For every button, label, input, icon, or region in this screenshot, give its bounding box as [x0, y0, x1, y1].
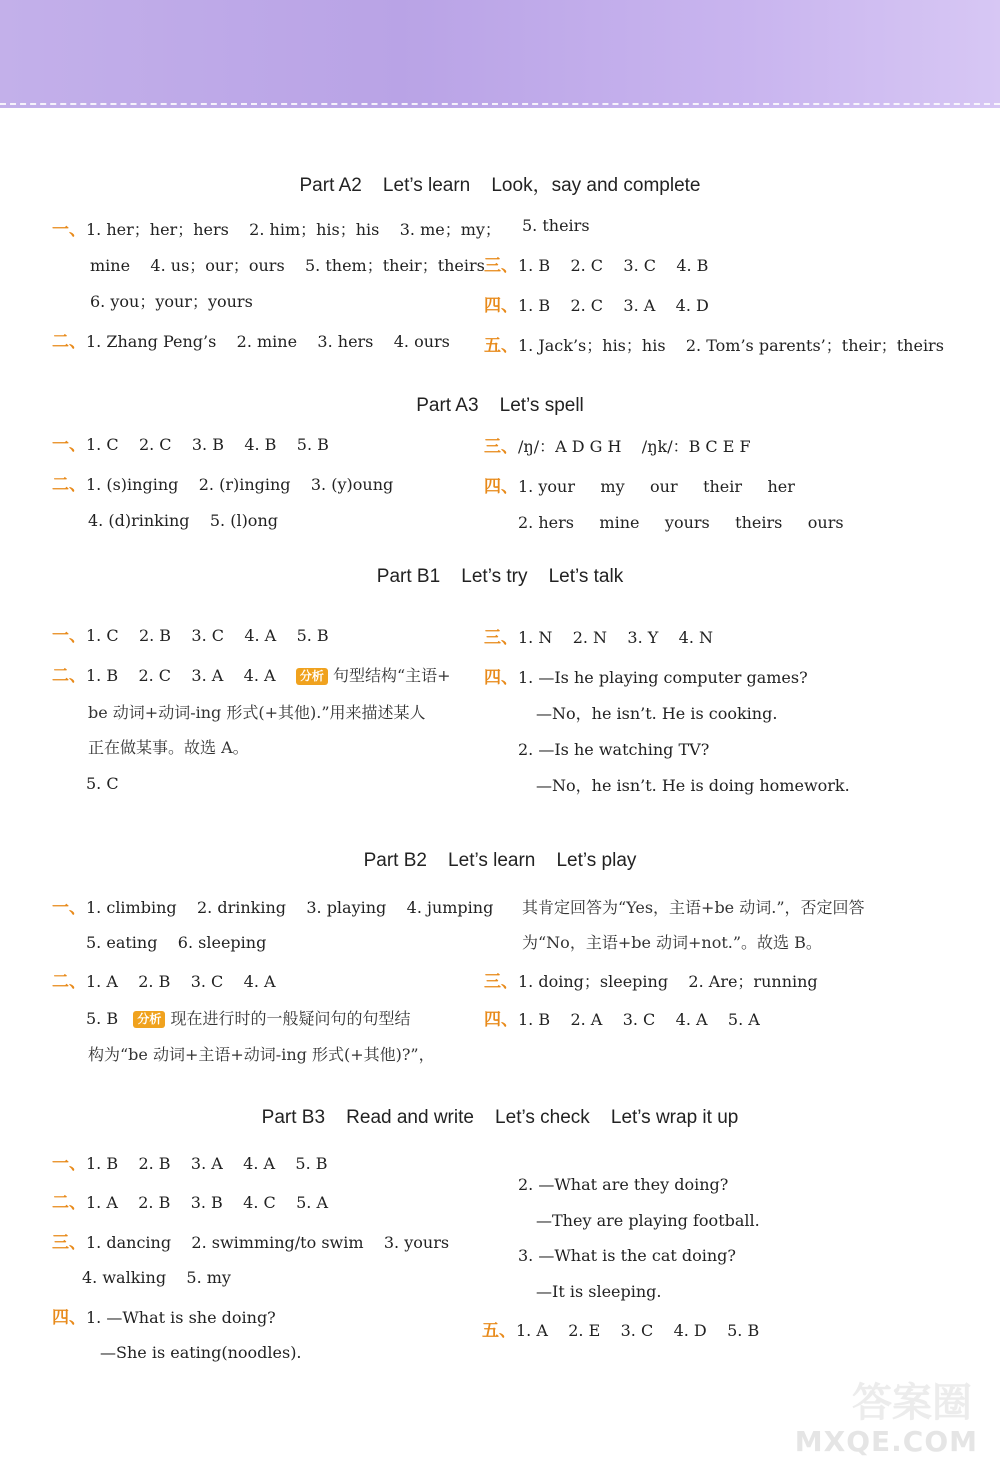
- marker-2: 二、: [52, 475, 86, 495]
- b1-answer: 1. C 2. B 3. C 4. A 5. B: [86, 626, 329, 645]
- b3-right-1: 2. —What are they doing?: [518, 1175, 729, 1194]
- analysis-text: 句型结构“主语+: [333, 666, 451, 685]
- a3-right-3: 2. hers mine yours theirs ours: [518, 513, 844, 532]
- b3-answer: 1. A 2. B 3. B 4. C 5. A: [86, 1193, 328, 1212]
- marker-4: 四、: [484, 296, 518, 316]
- banner-divider: [0, 103, 1000, 105]
- b3-line-1: [52, 1154, 328, 1174]
- b2-right-2: 为“No，主语+be 动词+not.”。故选 B。: [522, 933, 822, 952]
- marker-5: 五、: [484, 336, 518, 356]
- a3-answer: 1. your my our their her: [518, 477, 795, 496]
- b1-answer: 1. N 2. N 3. Y 4. N: [518, 628, 713, 647]
- b1-answer: 1. B 2. C 3. A 4. A: [86, 666, 276, 685]
- a2-right-3: [484, 296, 709, 316]
- marker-1: 一、: [52, 1154, 86, 1174]
- b2-line-4: [86, 1009, 411, 1029]
- marker-3: 三、: [484, 628, 518, 648]
- a2-line-1: [52, 220, 501, 240]
- marker-4: 四、: [52, 1308, 86, 1328]
- a2-line-3: 6. you；your；yours: [90, 292, 253, 311]
- a2-line-2: mine 4. us；our；ours 5. them；their；theirs: [90, 256, 485, 275]
- analysis-tag: 分析: [133, 1011, 165, 1028]
- a3-line-1: [52, 435, 329, 455]
- watermark-logo: 答案圈: [852, 1380, 972, 1426]
- heading-part-b1: Part B1 Let’s try Let’s talk: [376, 566, 624, 587]
- b2-line-3: [52, 972, 276, 992]
- a3-right-2: [484, 477, 795, 497]
- heading-part-a2: Part A2 Let’s learn Look，say and complete: [299, 175, 701, 196]
- marker-4: 四、: [484, 1010, 518, 1030]
- b1-right-4: 2. —Is he watching TV?: [518, 740, 710, 759]
- b2-answer: 5. B: [86, 1009, 119, 1028]
- marker-1: 一、: [52, 898, 86, 918]
- watermark: [794, 1380, 990, 1464]
- marker-3: 三、: [52, 1233, 86, 1253]
- b3-line-4: 4. walking 5. my: [82, 1268, 231, 1287]
- marker-1: 一、: [52, 435, 86, 455]
- heading-part-b2: Part B2 Let’s learn Let’s play: [363, 850, 637, 871]
- marker-3: 三、: [484, 437, 518, 457]
- a2-right-2: [484, 256, 708, 276]
- a3-answer: /ŋ/：A D G H /ŋk/：B C E F: [518, 437, 751, 456]
- marker-3: 三、: [484, 972, 518, 992]
- a2-answer: 1. Jack’s；his；his 2. Tom’s parents’；their；theirs: [518, 336, 944, 355]
- b2-line-1: [52, 898, 493, 918]
- b2-answer: 1. climbing 2. drinking 3. playing 4. jumping: [86, 898, 494, 917]
- b3-answer: 1. dancing 2. swimming/to swim 3. yours: [86, 1233, 450, 1252]
- b3-right-4: —It is sleeping.: [536, 1282, 662, 1301]
- analysis-text: 现在进行时的一般疑问句的句型结: [170, 1009, 411, 1028]
- marker-4: 四、: [484, 477, 518, 497]
- a2-answer: 1. Zhang Peng’s 2. mine 3. hers 4. ours: [86, 332, 450, 351]
- b3-line-5: [52, 1308, 276, 1328]
- marker-2: 二、: [52, 666, 86, 686]
- b1-right-2: [484, 668, 808, 688]
- b3-line-2: [52, 1193, 328, 1213]
- b1-line-3: be 动词+动词-ing 形式(+其他).”用来描述某人: [88, 703, 426, 722]
- b2-line-5: 构为“be 动词+主语+动词-ing 形式(+其他)?”，: [88, 1045, 435, 1064]
- marker-2: 二、: [52, 1193, 86, 1213]
- b2-answer: 1. A 2. B 3. C 4. A: [86, 972, 276, 991]
- b2-answer: 1. doing；sleeping 2. Are；running: [518, 972, 818, 991]
- heading-part-b3: Part B3 Read and write Let’s check Let’s wrap it up: [261, 1107, 739, 1128]
- a3-answer: 1. C 2. C 3. B 4. B 5. B: [86, 435, 329, 454]
- a3-answer: 1. (s)inging 2. (r)inging 3. (y)oung: [86, 475, 394, 494]
- header-banner: [0, 0, 1000, 108]
- a2-right-4: [484, 336, 944, 356]
- a3-line-3: 4. (d)rinking 5. (l)ong: [88, 511, 278, 530]
- a2-answer: 1. B 2. C 3. C 4. B: [518, 256, 709, 275]
- b2-line-2: 5. eating 6. sleeping: [86, 933, 267, 952]
- b1-line-2: [52, 666, 451, 686]
- a2-line-4: [52, 332, 450, 352]
- marker-1: 一、: [52, 626, 86, 646]
- a3-line-2: [52, 475, 393, 495]
- b1-right-3: —No，he isn’t. He is cooking.: [536, 704, 778, 723]
- b3-answer: 1. A 2. E 3. C 4. D 5. B: [516, 1321, 760, 1340]
- marker-3: 三、: [484, 256, 518, 276]
- b1-right-1: [484, 628, 713, 648]
- b3-answer: 1. —What is she doing?: [86, 1308, 276, 1327]
- a2-right-1: 5. theirs: [522, 216, 590, 235]
- b3-right-2: —They are playing football.: [536, 1211, 760, 1230]
- marker-5: 五、: [482, 1321, 516, 1341]
- b3-right-3: 3. —What is the cat doing?: [518, 1246, 736, 1265]
- b2-answer: 1. B 2. A 3. C 4. A 5. A: [518, 1010, 760, 1029]
- b3-answer: 1. B 2. B 3. A 4. A 5. B: [86, 1154, 328, 1173]
- b3-line-6: —She is eating(noodles).: [100, 1343, 302, 1362]
- analysis-tag: 分析: [296, 668, 328, 685]
- b2-right-1: 其肯定回答为“Yes，主语+be 动词.”，否定回答: [522, 898, 865, 917]
- b1-line-5: 5. C: [86, 774, 119, 793]
- heading-part-a3: Part A3 Let’s spell: [416, 395, 584, 416]
- b3-right-5: [482, 1321, 759, 1341]
- b1-line-4: 正在做某事。故选 A。: [88, 738, 249, 757]
- watermark-url: MXQE.COM: [794, 1425, 978, 1458]
- a2-answer: 1. B 2. C 3. A 4. D: [518, 296, 709, 315]
- marker-4: 四、: [484, 668, 518, 688]
- b1-answer: 1. —Is he playing computer games?: [518, 668, 808, 687]
- b3-line-3: [52, 1233, 449, 1253]
- b1-right-5: —No，he isn’t. He is doing homework.: [536, 776, 850, 795]
- a2-answer: 1. her；her；hers 2. him；his；his 3. me；my；: [86, 220, 501, 239]
- b2-right-3: [484, 972, 818, 992]
- b1-line-1: [52, 626, 329, 646]
- marker-2: 二、: [52, 332, 86, 352]
- marker-2: 二、: [52, 972, 86, 992]
- marker-1: 一、: [52, 220, 86, 240]
- b2-right-4: [484, 1010, 760, 1030]
- a3-right-1: [484, 437, 751, 457]
